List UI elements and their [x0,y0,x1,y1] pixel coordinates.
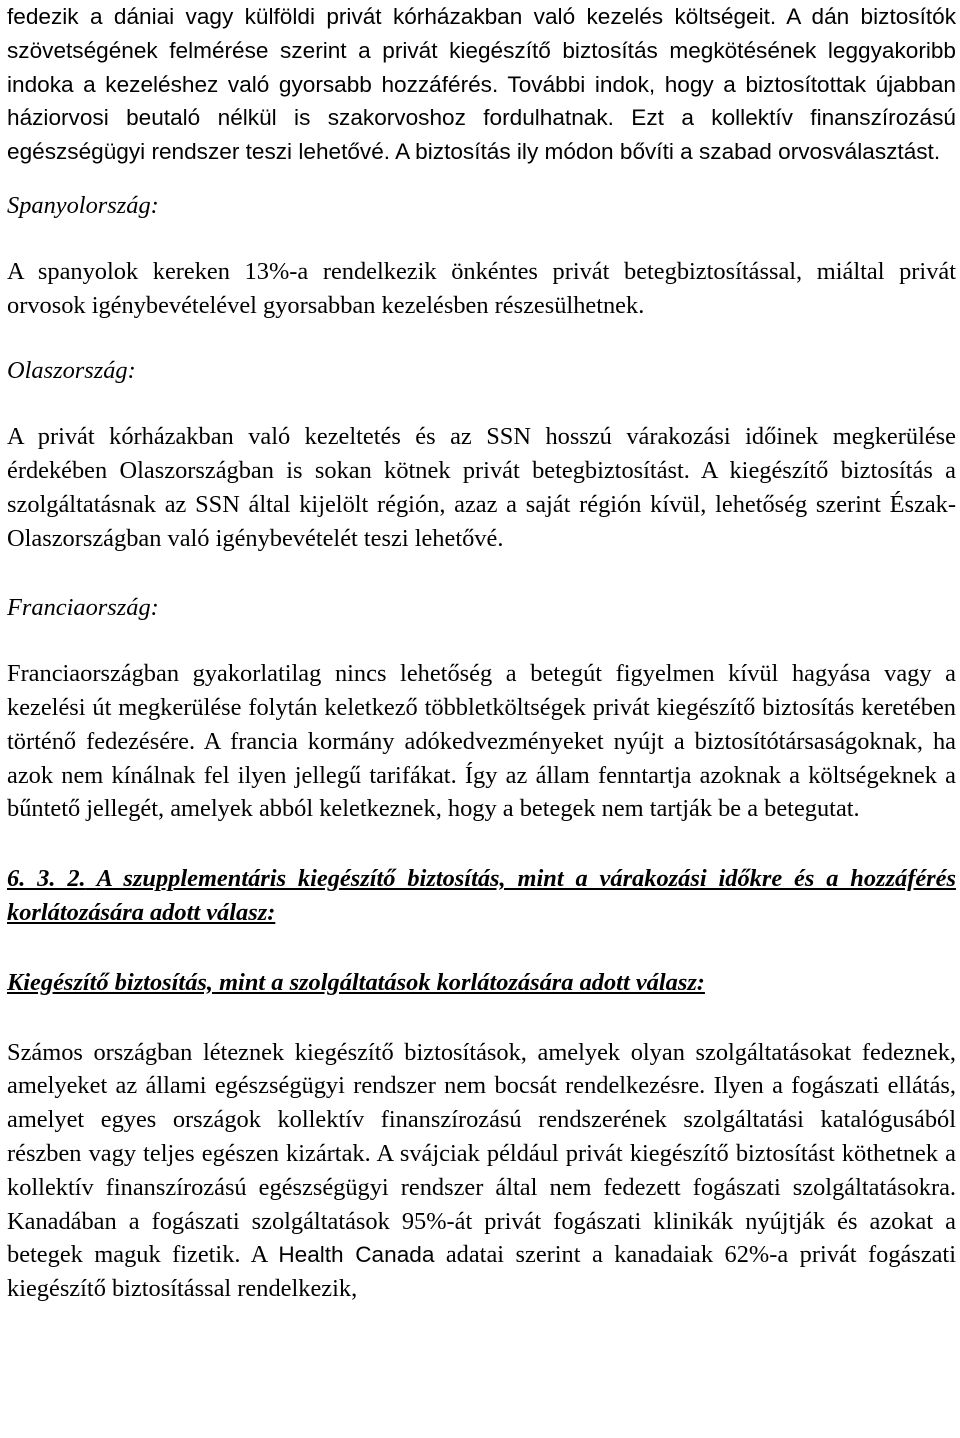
section-heading-6-3-2 [7,862,956,930]
paragraph-italy: A privát kórházakban való kezeltetés és az SSN hosszú várakozási időinek megkerülése érdekében Olaszországban is sokan kötnek privát betegbiztosítást. A kiegészítő biztosítás a szolgáltatásnak az SSN által kijelölt régión, azaz a saját régión kívül, lehetőség szerint Észak-Olaszországban való igénybevételét teszi lehetővé. [7,423,956,552]
paragraph-supplementary-part-1: Számos országban léteznek kiegészítő biztosítások, amelyek olyan szolgáltatásokat fedeznek, amelyeket az állami egészségügyi rendszer nem bocsát rendelkezésre. Ilyen a fogászati ellátás, amelyet egyes országok kollektív finanszírozású rendszerének szolgáltatási katalógusából részben vagy teljes egészen kizártak. A svájciak például privát kiegészítő biztosítást köthetnek a kollektív finanszírozású egészségügyi rendszer által nem fedezett fogászati szolgáltatásokra. Kanadában a fogászati szolgáltatások 95%-át privát fogászati klinikák nyújtják és azokat a betegek maguk fizetik. A [7,1038,956,1269]
heading-spain: Spanyolország: [7,191,159,219]
paragraph-supplementary-part-2: adatai szerint a kanadaiak 62%-a privát fogászati kiegészítő biztosítással rendelkezik, [7,1241,956,1303]
section-number: 6. 3. 2. [7,865,86,893]
section-title: A szupplementáris kiegészítő biztosítás, mint a várakozási időkre és a hozzáférés korlátozására adott válasz: [7,865,956,926]
document-page [7,0,956,1306]
heading-france: Franciaország: [7,594,159,622]
paragraph-spain: A spanyolok kereken 13%-a rendelkezik önkéntes privát betegbiztosítással, miáltal privát orvosok igénybevételével gyorsabban kezelésben részesülhetnek. [7,257,956,319]
paragraph-denmark-continued: fedezik a dániai vagy külföldi privát kórházakban való kezelés költségeit. A dán biztosítók szövetségének felmérése szerint a privát kiegészítő biztosítás megkötésének leggyakoribb indoka a kezeléshez való gyorsabb hozzáférés. További indok, hogy a biztosítottak újabban háziorvosi beutaló nélkül is szakorvoshoz fordulhatnak. Ezt a kollektív finanszírozású egészségügyi rendszer teszi lehetővé. A biztosítás ily módon bővíti a szabad orvosválasztást. [7,4,956,165]
paragraph-france: Franciaországban gyakorlatilag nincs lehetőség a betegút figyelmen kívül hagyása vagy a kezelési út megkerülése folytán keletkező többletköltségek privát kiegészítő biztosítás keretében történő fedezésére. A francia kormány adókedvezményeket nyújt a biztosítótársaságoknak, ha azok nem kínálnak fel ilyen jellegű tarifákat. Így az állam fenntartja azoknak a költségeknek a bűntető jellegét, amelyek abból keletkeznek, hogy a betegek nem tartják be a betegutat. [7,660,956,823]
heading-italy: Olaszország: [7,357,136,385]
paragraph-supplementary [7,1036,956,1306]
health-canada-name: Health Canada [278,1242,435,1268]
subsection-heading: Kiegészítő biztosítás, mint a szolgáltatások korlátozására adott válasz: [7,968,705,996]
